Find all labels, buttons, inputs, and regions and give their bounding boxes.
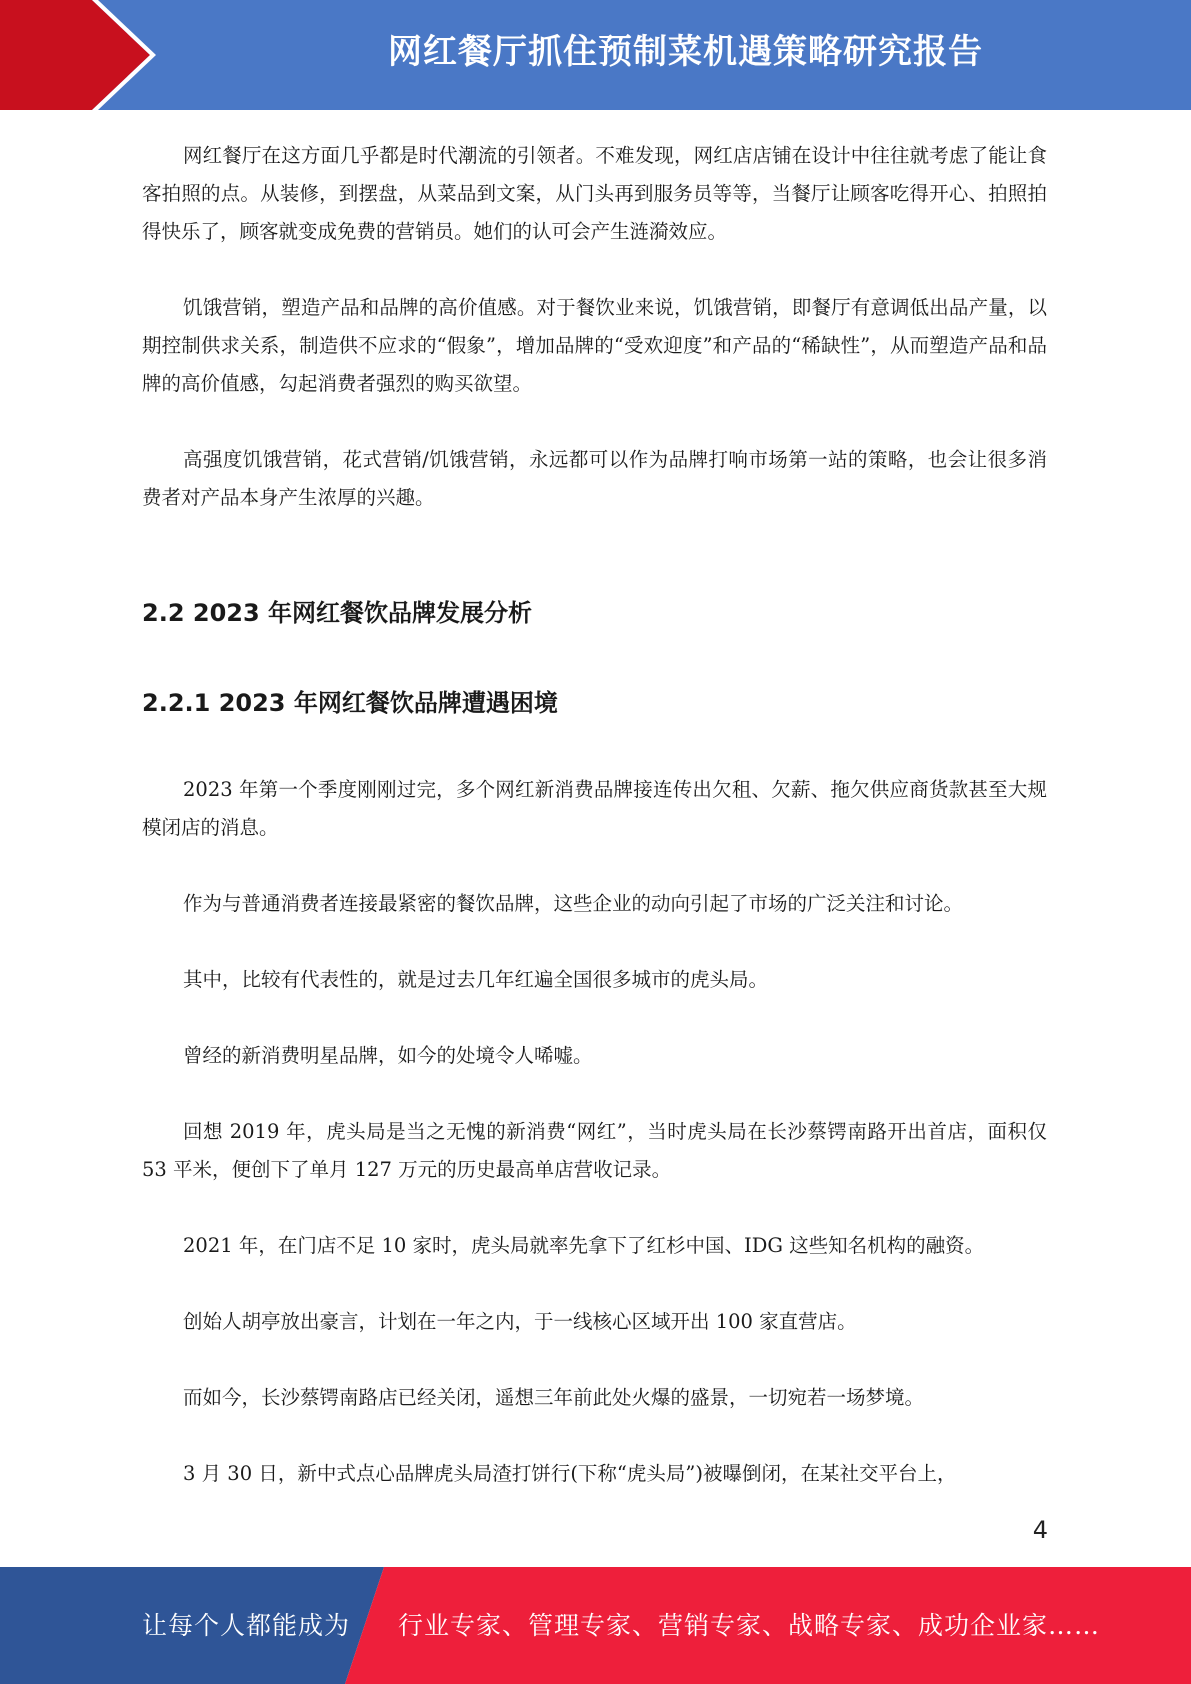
paragraph: 其中，比较有代表性的，就是过去几年红遍全国很多城市的虎头局。 — [183, 968, 769, 991]
paragraph: 网红餐厅在这方面几乎都是时代潮流的引领者。不难发现，网红店店铺在设计中往往就考虑了能让食客拍照的点。从装修，到摆盘，从菜品到文案，从门头再到服务员等等，当餐厅让顾客吃得开心、拍照拍得快乐了，顾客就变成免费的营销员。她们的认可会产生涟漪效应。 — [142, 144, 1047, 243]
paragraph: 饥饿营销，塑造产品和品牌的高价值感。对于餐饮业来说，饥饿营销，即餐厅有意调低出品产量，以期控制供求关系，制造供不应求的“假象”，增加品牌的“受欢迎度”和产品的“稀缺性”，从而塑造产品和品牌的高价值感，勾起消费者强烈的购买欲望。 — [142, 296, 1047, 395]
header-arrow-red — [0, 0, 150, 110]
paragraph: 曾经的新消费明星品牌，如今的处境令人唏嘘。 — [183, 1044, 593, 1067]
footer-slogan-left: 让每个人都能成为 — [142, 1611, 351, 1640]
paragraph: 回想 2019 年，虎头局是当之无愧的新消费“网红”，当时虎头局在长沙蔡锷南路开出首店，面积仅 53 平米，便创下了单月 127 万元的历史最高单店营收记录。 — [142, 1120, 1047, 1181]
page-header — [0, 0, 1191, 110]
subsection-heading: 2.2.1 2023 年网红餐饮品牌遭遇困境 — [142, 689, 558, 717]
paragraph: 2023 年第一个季度刚刚过完，多个网红新消费品牌接连传出欠租、欠薪、拖欠供应商货款甚至大规模闭店的消息。 — [142, 778, 1047, 839]
section-heading: 2.2 2023 年网红餐饮品牌发展分析 — [142, 599, 533, 627]
paragraph: 3 月 30 日，新中式点心品牌虎头局渣打饼行(下称“虎头局”)被曝倒闭，在某社交平台上， — [183, 1462, 957, 1485]
paragraph: 2021 年，在门店不足 10 家时，虎头局就率先拿下了红杉中国、IDG 这些知名机构的融资。 — [183, 1234, 985, 1257]
footer-slogan-right: 行业专家、管理专家、营销专家、战略专家、成功企业家…… — [398, 1611, 1101, 1640]
document-body — [142, 126, 1047, 1493]
page-footer — [0, 1567, 1191, 1684]
paragraph: 而如今，长沙蔡锷南路店已经关闭，遥想三年前此处火爆的盛景，一切宛若一场梦境。 — [183, 1386, 925, 1409]
page-number: 4 — [1032, 1516, 1048, 1544]
document-title: 网红餐厅抓住预制菜机遇策略研究报告 — [388, 32, 983, 72]
paragraph: 高强度饥饿营销，花式营销/饥饿营销，永远都可以作为品牌打响市场第一站的策略，也会让很多消费者对产品本身产生浓厚的兴趣。 — [142, 448, 1047, 509]
paragraph: 作为与普通消费者连接最紧密的餐饮品牌，这些企业的动向引起了市场的广泛关注和讨论。 — [183, 892, 964, 915]
paragraph: 创始人胡亭放出豪言，计划在一年之内，于一线核心区域开出 100 家直营店。 — [183, 1310, 857, 1333]
chevron-arrow-icon — [0, 0, 160, 110]
